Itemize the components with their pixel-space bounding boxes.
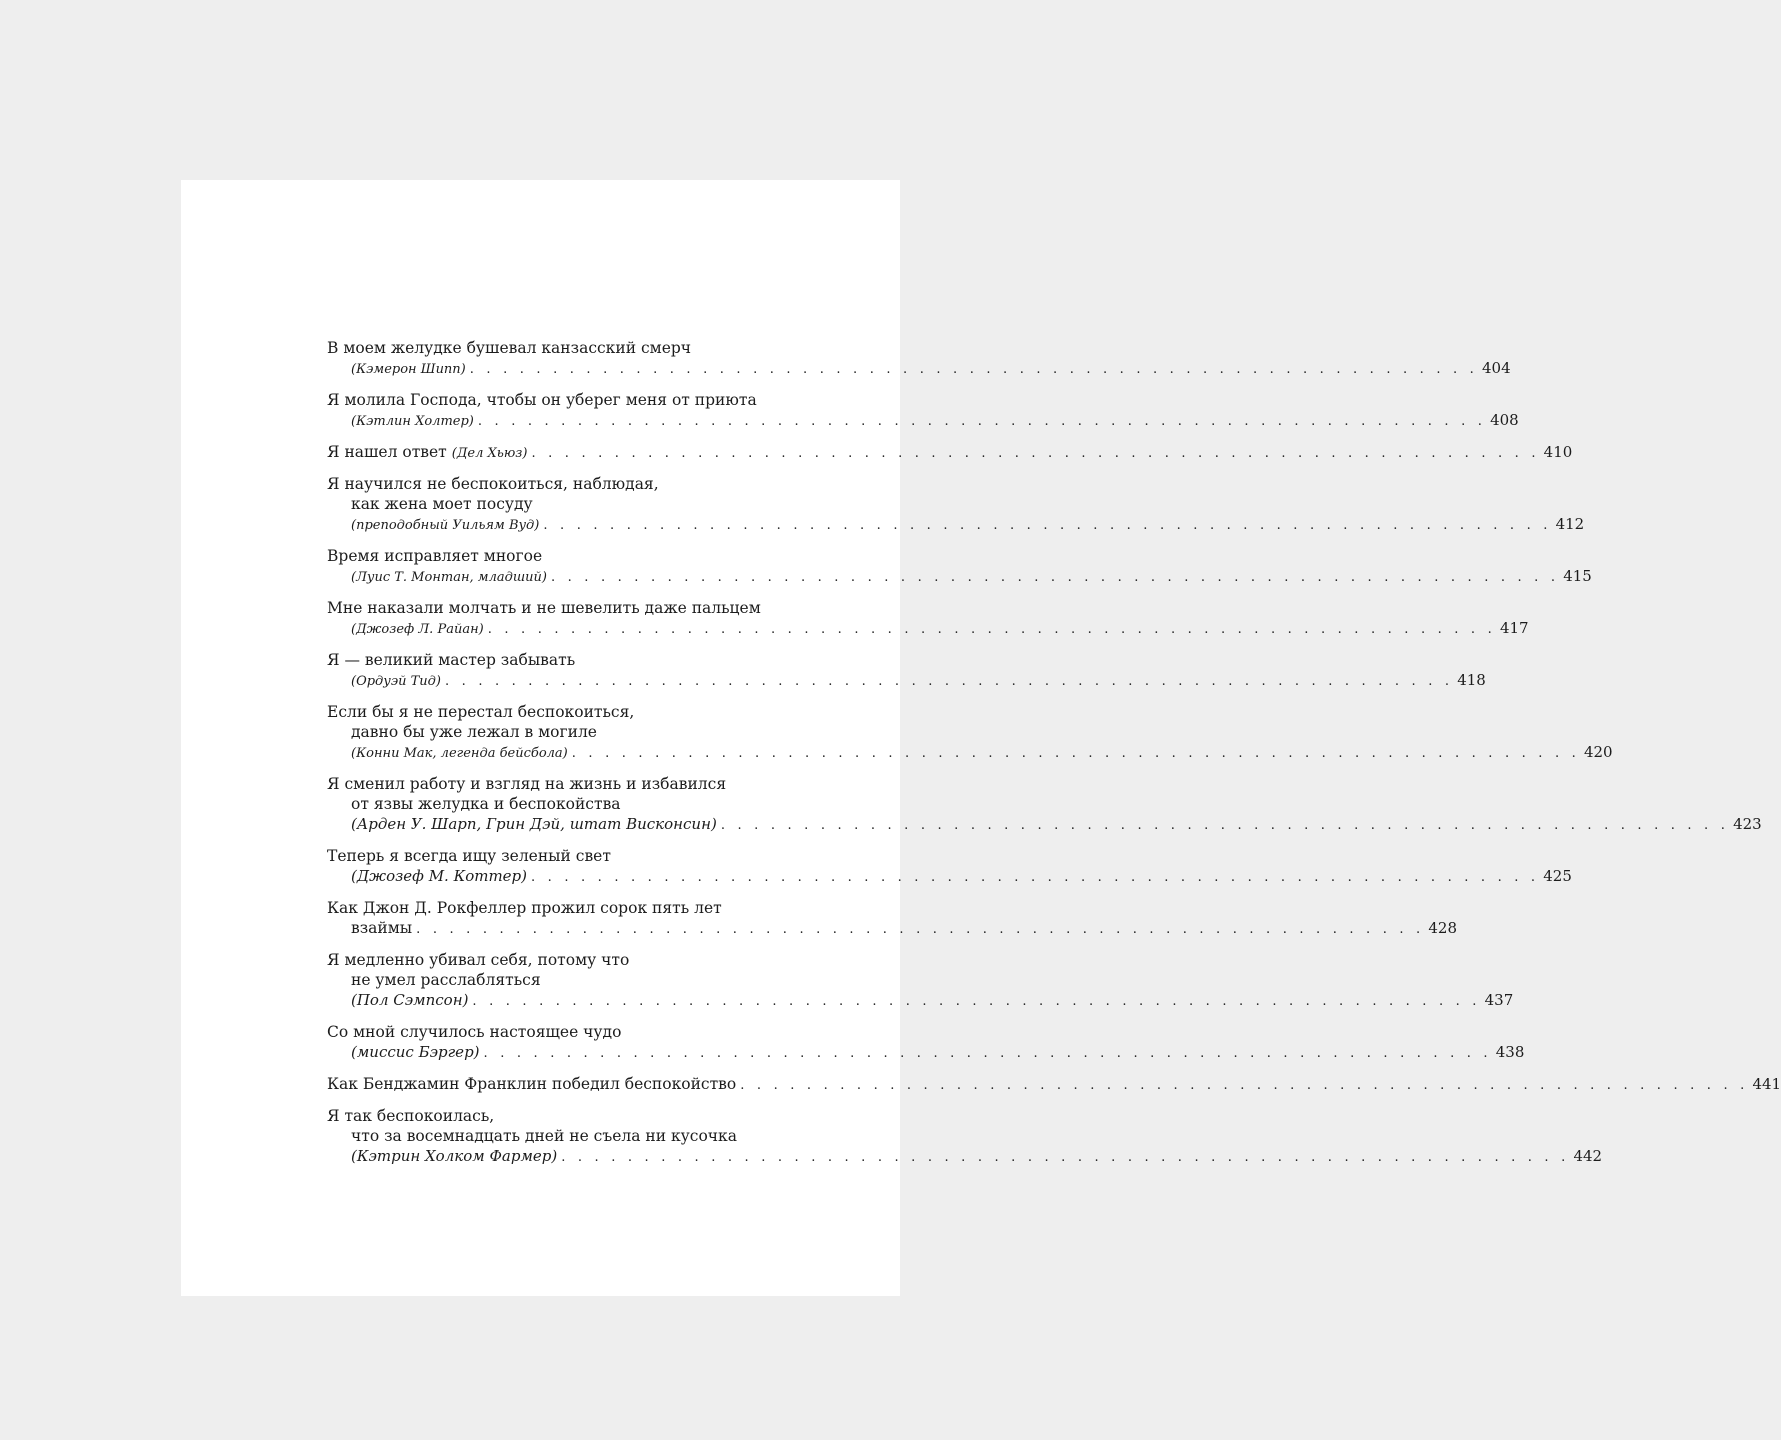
entry-title: Я медленно убивал себя, потому что xyxy=(327,951,630,969)
entry-title: Если бы я не перестал беспокоиться, xyxy=(327,703,635,721)
toc-entry xyxy=(327,338,1511,380)
dot-leader: . . . . . . . . . . . . . . . . . . . . . . . . . . . . . . . . . . . . . . . . . . . . . . . . . . . . . . . . . . . . . xyxy=(531,446,1540,461)
entry-last-line xyxy=(327,1074,1781,1096)
toc-entry xyxy=(327,442,1573,464)
entry-title-continued: не умел расслабляться xyxy=(351,971,541,989)
entry-page-number: 420 xyxy=(1583,743,1613,761)
entry-author: (Луис Т. Монтан, младший) xyxy=(351,570,547,585)
entry-title: Время исправляет многое xyxy=(327,547,543,565)
entry-page-number: 438 xyxy=(1495,1043,1525,1061)
entry-author: (Кэтлин Холтер) xyxy=(351,414,474,429)
dot-leader: . . . . . . . . . . . . . . . . . . . . . . . . . . . . . . . . . . . . . . . . . . . . . . . . . . . . . . . . . . . . . xyxy=(550,570,1560,585)
book-page xyxy=(181,180,1781,1296)
entry-title: Как Джон Д. Рокфеллер прожил сорок пять лет xyxy=(327,899,722,917)
dot-leader: . . . . . . . . . . . . . . . . . . . . . . . . . . . . . . . . . . . . . . . . . . . . . . . . . . . . . . . . . . . . . xyxy=(543,518,1552,533)
dot-leader: . . . . . . . . . . . . . . . . . . . . . . . . . . . . . . . . . . . . . . . . . . . . . . . . . . . . . . . . . . . . . xyxy=(531,870,1540,885)
entry-last-line xyxy=(327,990,1514,1012)
entry-title: Я научился не беспокоиться, наблюдая, xyxy=(327,475,659,493)
entry-page-number: 428 xyxy=(1428,919,1458,937)
entry-last-line xyxy=(327,814,1762,836)
dot-leader: . . . . . . . . . . . . . . . . . . . . . . . . . . . . . . . . . . . . . . . . . . . . . . . . . . . . . . . . . . . . . xyxy=(477,414,1487,429)
dot-leader: . . . . . . . . . . . . . . . . . . . . . . . . . . . . . . . . . . . . . . . . . . . . . . . . . . . . . . . . . . . . . xyxy=(720,818,1730,833)
entry-page-number: 418 xyxy=(1457,671,1486,689)
table-of-contents xyxy=(327,338,1781,1178)
entry-title: В моем желудке бушевал канзасский смерч xyxy=(327,339,692,357)
entry-page-number: 404 xyxy=(1481,359,1511,377)
entry-page-number: 410 xyxy=(1543,443,1573,461)
entry-last-line xyxy=(327,670,1486,692)
entry-title-continued: как жена моет посуду xyxy=(351,495,533,513)
entry-author: (Дел Хьюз) xyxy=(451,446,528,461)
toc-entry xyxy=(327,1106,1603,1168)
entry-title: Я так беспокоилась, xyxy=(327,1107,495,1125)
entry-last-line xyxy=(327,1146,1603,1168)
toc-entry xyxy=(327,1074,1781,1096)
entry-page-number: 408 xyxy=(1490,411,1519,429)
dot-leader: . . . . . . . . . . . . . . . . . . . . . . . . . . . . . . . . . . . . . . . . . . . . . . . . . . . . . . . . . . . . . xyxy=(487,622,1496,637)
dot-leader: . . . . . . . . . . . . . . . . . . . . . . . . . . . . . . . . . . . . . . . . . . . . . . . . . . . . . . . . . . . . . xyxy=(416,922,1425,937)
entry-author: (преподобный Уильям Вуд) xyxy=(351,518,540,533)
dot-leader: . . . . . . . . . . . . . . . . . . . . . . . . . . . . . . . . . . . . . . . . . . . . . . . . . . . . . . . . . . . . . xyxy=(571,746,1580,761)
toc-entry xyxy=(327,390,1519,432)
entry-last-line xyxy=(327,514,1585,536)
toc-entry xyxy=(327,702,1613,764)
entry-title: Я молила Господа, чтобы он уберег меня от приюта xyxy=(327,391,757,409)
entry-last-line xyxy=(327,442,1573,464)
toc-entry xyxy=(327,474,1585,536)
entry-page-number: 441 xyxy=(1752,1075,1781,1093)
entry-author: (Кэтрин Холком Фармер) xyxy=(351,1147,558,1165)
dot-leader: . . . . . . . . . . . . . . . . . . . . . . . . . . . . . . . . . . . . . . . . . . . . . . . . . . . . . . . . . . . . . xyxy=(472,994,1481,1009)
entry-author: (Пол Сэмпсон) xyxy=(351,991,469,1009)
dot-leader: . . . . . . . . . . . . . . . . . . . . . . . . . . . . . . . . . . . . . . . . . . . . . . . . . . . . . . . . . . . . . xyxy=(469,362,1478,377)
toc-entry xyxy=(327,898,1458,940)
entry-last-line xyxy=(327,410,1519,432)
toc-entry xyxy=(327,598,1529,640)
entry-last-line xyxy=(327,1042,1525,1064)
entry-title-continued: взаймы xyxy=(351,919,413,937)
toc-entry xyxy=(327,1022,1525,1064)
entry-author: (Джозеф Л. Райан) xyxy=(351,622,484,637)
entry-page-number: 425 xyxy=(1543,867,1572,885)
entry-title: Я — великий мастер забывать xyxy=(327,651,576,669)
dot-leader: . . . . . . . . . . . . . . . . . . . . . . . . . . . . . . . . . . . . . . . . . . . . . . . . . . . . . . . . . . . . . xyxy=(483,1046,1492,1061)
entry-last-line xyxy=(327,742,1613,764)
entry-author: (миссис Бэргер) xyxy=(351,1043,480,1061)
entry-author: (Ордуэй Тид) xyxy=(351,674,441,689)
entry-author: (Кэмерон Шипп) xyxy=(351,362,466,377)
toc-entry xyxy=(327,950,1514,1012)
entry-title-continued: что за восемнадцать дней не съела ни кусочка xyxy=(351,1127,737,1145)
dot-leader: . . . . . . . . . . . . . . . . . . . . . . . . . . . . . . . . . . . . . . . . . . . . . . . . . . . . . . . . . . . . . xyxy=(740,1078,1749,1093)
entry-last-line xyxy=(327,358,1511,380)
toc-entry xyxy=(327,650,1486,692)
entry-last-line xyxy=(327,866,1572,888)
entry-title: Со мной случилось настоящее чудо xyxy=(327,1023,622,1041)
entry-page-number: 412 xyxy=(1555,515,1585,533)
toc-entry xyxy=(327,546,1592,588)
toc-entry xyxy=(327,846,1572,888)
entry-author: (Арден У. Шарп, Грин Дэй, штат Висконсин) xyxy=(351,815,717,833)
entry-title-continued: от язвы желудка и беспокойства xyxy=(351,795,621,813)
entry-page-number: 442 xyxy=(1573,1147,1603,1165)
entry-page-number: 415 xyxy=(1563,567,1592,585)
entry-page-number: 437 xyxy=(1484,991,1514,1009)
dot-leader: . . . . . . . . . . . . . . . . . . . . . . . . . . . . . . . . . . . . . . . . . . . . . . . . . . . . . . . . . . . . . xyxy=(561,1150,1570,1165)
entry-author: (Джозеф М. Коттер) xyxy=(351,867,528,885)
entry-page-number: 423 xyxy=(1733,815,1762,833)
entry-page-number: 417 xyxy=(1499,619,1529,637)
entry-title: Мне наказали молчать и не шевелить даже пальцем xyxy=(327,599,761,617)
entry-title: Я нашел ответ xyxy=(327,443,447,461)
entry-last-line xyxy=(327,918,1458,940)
entry-title: Как Бенджамин Франклин победил беспокойство xyxy=(327,1075,737,1093)
toc-entry xyxy=(327,774,1762,836)
entry-last-line xyxy=(327,618,1529,640)
entry-title: Я сменил работу и взгляд на жизнь и избавился xyxy=(327,775,727,793)
entry-title-continued: давно бы уже лежал в могиле xyxy=(351,723,597,741)
dot-leader: . . . . . . . . . . . . . . . . . . . . . . . . . . . . . . . . . . . . . . . . . . . . . . . . . . . . . . . . . . . . . xyxy=(444,674,1454,689)
entry-author: (Конни Мак, легенда бейсбола) xyxy=(351,746,568,761)
entry-last-line xyxy=(327,566,1592,588)
entry-title: Теперь я всегда ищу зеленый свет xyxy=(327,847,611,865)
